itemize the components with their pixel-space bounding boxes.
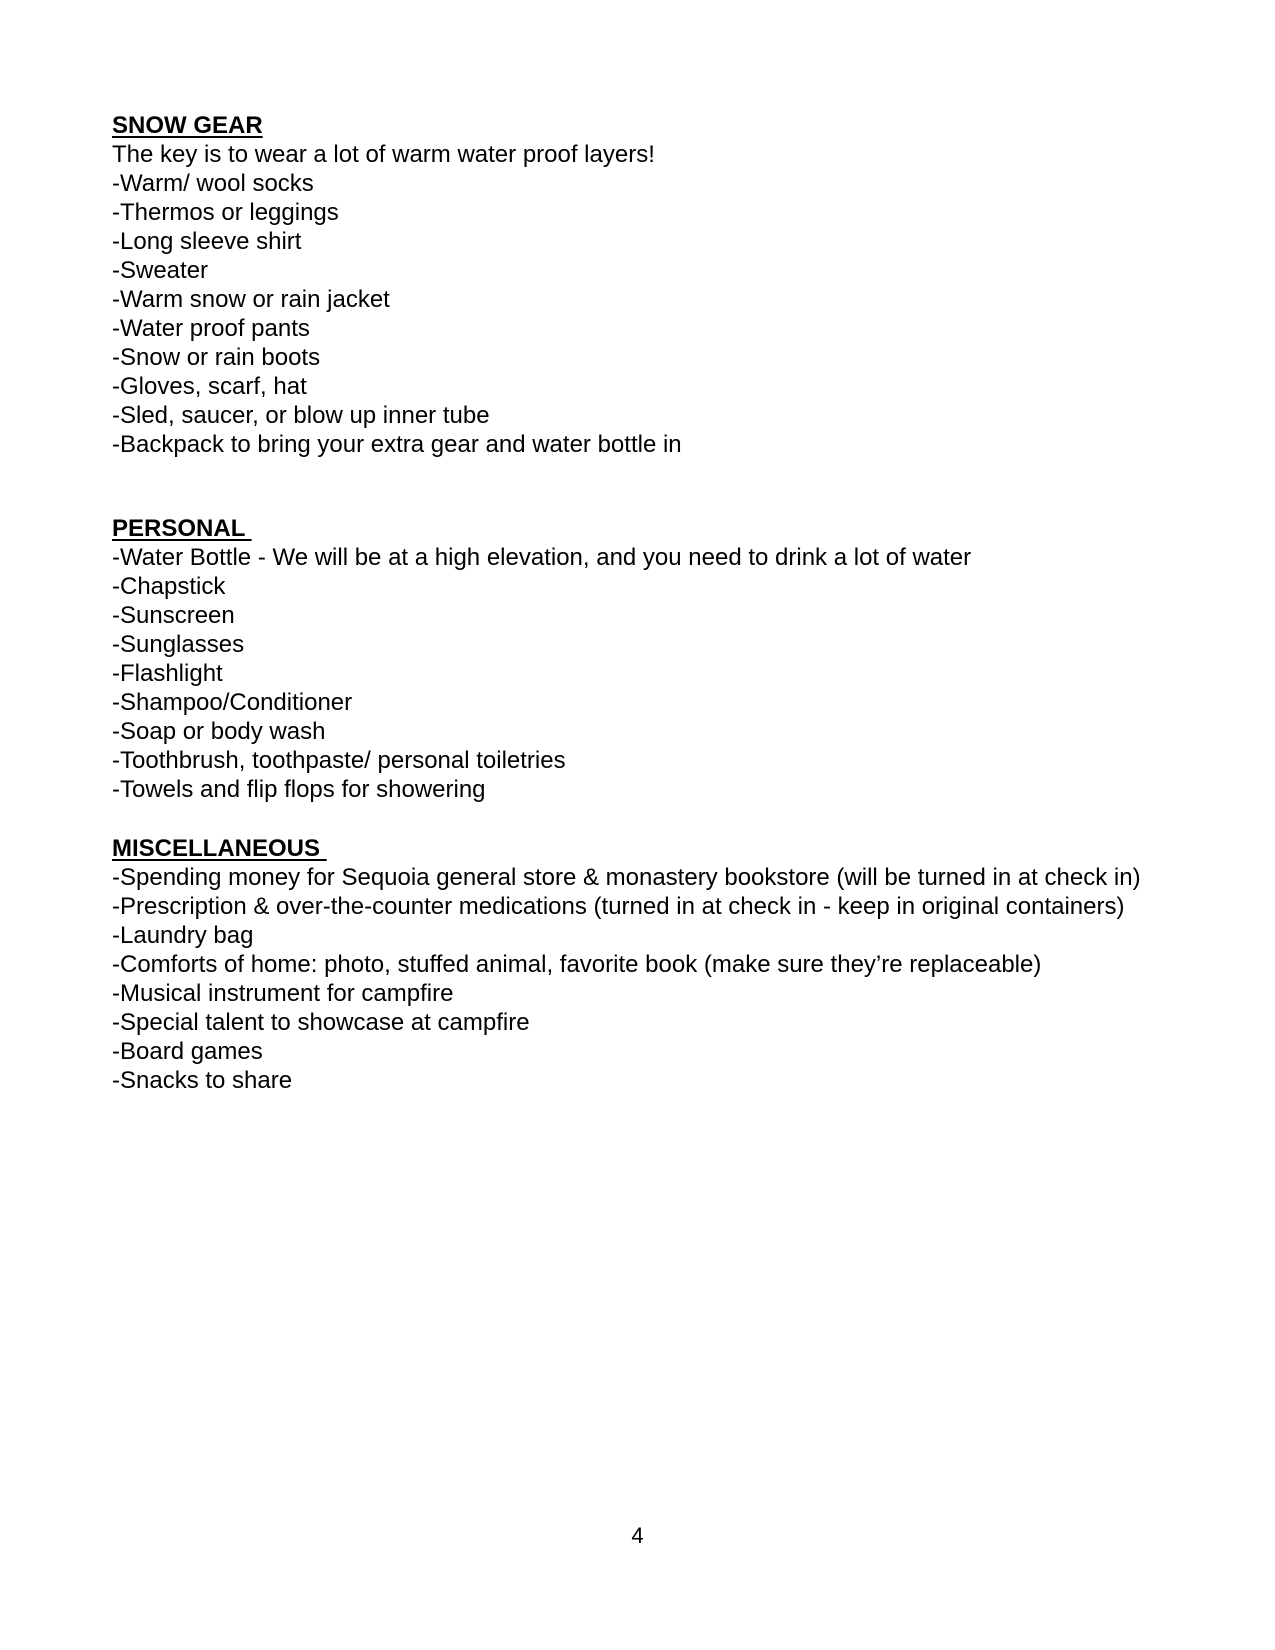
list-item: -Thermos or leggings	[112, 199, 339, 226]
list-item: -Special talent to showcase at campfire	[112, 1009, 530, 1036]
snow-gear-section	[112, 111, 1172, 459]
list-item: -Comforts of home: photo, stuffed animal, favorite book (make sure they’re replaceable)	[112, 951, 1042, 978]
list-item: -Shampoo/Conditioner	[112, 689, 353, 716]
list-item: -Warm/ wool socks	[112, 170, 314, 197]
personal-heading: PERSONAL	[112, 515, 252, 542]
list-item: -Towels and flip flops for showering	[112, 776, 486, 803]
list-item: -Prescription & over-the-counter medications (turned in at check in - keep in original containers)	[112, 893, 1125, 920]
list-item: -Backpack to bring your extra gear and water bottle in	[112, 431, 682, 458]
list-item: -Sweater	[112, 257, 209, 284]
list-item: -Chapstick	[112, 573, 226, 600]
list-item: -Gloves, scarf, hat	[112, 373, 307, 400]
list-item: -Snacks to share	[112, 1067, 293, 1094]
page-number: 4	[631, 1523, 644, 1548]
list-item: -Sled, saucer, or blow up inner tube	[112, 402, 490, 429]
snow-gear-heading: SNOW GEAR	[112, 112, 263, 139]
list-item: -Sunscreen	[112, 602, 235, 629]
list-item: -Musical instrument for campfire	[112, 980, 454, 1007]
miscellaneous-heading: MISCELLANEOUS	[112, 835, 327, 862]
list-item: -Water Bottle - We will be at a high elevation, and you need to drink a lot of water	[112, 544, 972, 571]
list-item: -Water proof pants	[112, 315, 310, 342]
snow-gear-intro: The key is to wear a lot of warm water proof layers!	[112, 141, 655, 168]
list-item: -Sunglasses	[112, 631, 245, 658]
miscellaneous-section	[112, 834, 1172, 1095]
list-item: -Soap or body wash	[112, 718, 326, 745]
list-item: -Snow or rain boots	[112, 344, 321, 371]
list-item: -Board games	[112, 1038, 263, 1065]
personal-section	[112, 514, 1172, 804]
list-item: -Long sleeve shirt	[112, 228, 302, 255]
list-item: -Warm snow or rain jacket	[112, 286, 390, 313]
list-item: -Toothbrush, toothpaste/ personal toiletries	[112, 747, 566, 774]
list-item: -Spending money for Sequoia general store & monastery bookstore (will be turned in at check in)	[112, 864, 1141, 891]
list-item: -Flashlight	[112, 660, 223, 687]
list-item: -Laundry bag	[112, 922, 254, 949]
